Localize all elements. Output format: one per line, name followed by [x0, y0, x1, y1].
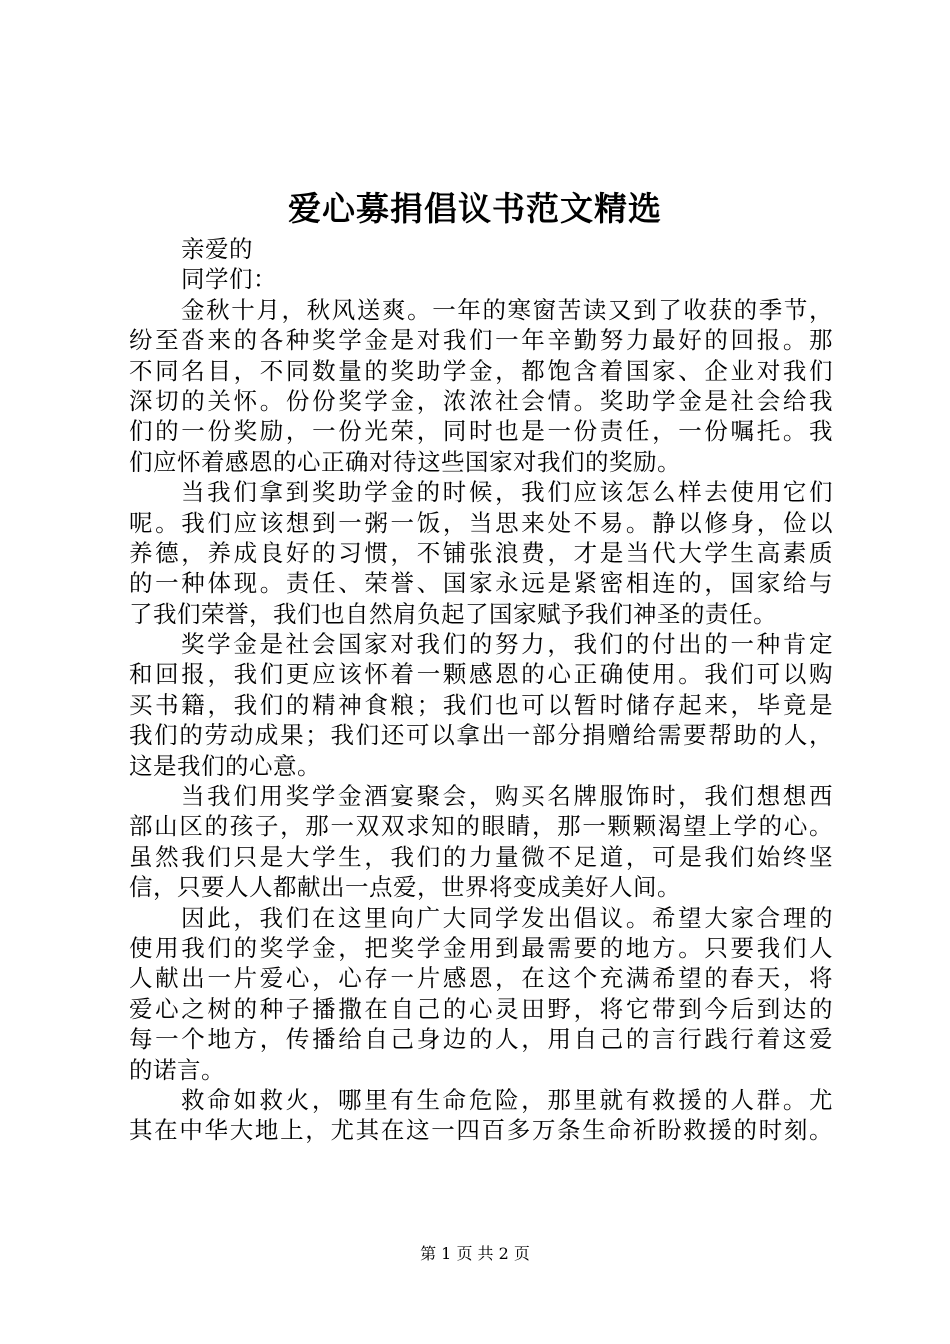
text-line: 养德，养成良好的习惯，不铺张浪费，才是当代大学生高素质: [129, 538, 833, 567]
text-line: 其在中华大地上，尤其在这一四百多万条生命祈盼救援的时刻。: [129, 1116, 833, 1145]
text-line: 的诺言。: [129, 1055, 225, 1084]
text-line: 爱心之树的种子播撒在自己的心灵田野，将它带到今后到达的: [129, 994, 833, 1023]
text-line: 的一种体现。责任、荣誉、国家永远是紧密相连的，国家给与: [129, 569, 833, 598]
text-line: 亲爱的: [181, 235, 253, 263]
text-line: 和回报，我们更应该怀着一颗感恩的心正确使用。我们可以购: [129, 660, 833, 689]
text-line: 部山区的孩子，那一双双求知的眼睛，那一颗颗渴望上学的心。: [129, 812, 833, 841]
text-line: 救命如救火，哪里有生命危险，那里就有救援的人群。尤: [181, 1085, 833, 1114]
text-line: 同学们：: [181, 265, 277, 294]
text-line: 了我们荣誉，我们也自然肩负起了国家赋予我们神圣的责任。: [129, 599, 777, 628]
page-footer: 第 1 页 共 2 页: [420, 1244, 530, 1263]
text-line: 们应怀着感恩的心正确对待这些国家对我们的奖励。: [129, 447, 681, 476]
text-line: 金秋十月，秋风送爽。一年的寒窗苦读又到了收获的季节，: [181, 295, 833, 324]
text-line: 当我们用奖学金酒宴聚会，购买名牌服饰时，我们想想西: [181, 782, 833, 811]
text-line: 们的一份奖励，一份光荣，同时也是一份责任，一份嘱托。我: [129, 417, 833, 446]
document-body: [129, 234, 833, 1146]
text-line: 使用我们的奖学金，把奖学金用到最需要的地方。只要我们人: [129, 933, 833, 962]
text-line: 纷至沓来的各种奖学金是对我们一年辛勤努力最好的回报。那: [129, 326, 833, 355]
text-line: 我们的劳动成果；我们还可以拿出一部分捐赠给需要帮助的人，: [129, 721, 833, 750]
text-line: 每一个地方，传播给自己身边的人，用自己的言行践行着这爱: [129, 1025, 833, 1054]
text-line: 这是我们的心意。: [129, 751, 321, 780]
text-line: 深切的关怀。份份奖学金，浓浓社会情。奖助学金是社会给我: [129, 386, 833, 415]
text-line: 当我们拿到奖助学金的时候，我们应该怎么样去使用它们: [181, 478, 833, 507]
text-line: 买书籍，我们的精神食粮；我们也可以暂时储存起来，毕竟是: [129, 690, 833, 719]
text-line: 呢。我们应该想到一粥一饭，当思来处不易。静以修身，俭以: [129, 508, 833, 537]
text-line: 人献出一片爱心，心存一片感恩，在这个充满希望的春天，将: [129, 964, 833, 993]
text-line: 因此，我们在这里向广大同学发出倡议。希望大家合理的: [181, 903, 833, 932]
document-title: 爱心募捐倡议书范文精选: [288, 189, 662, 228]
text-line: 奖学金是社会国家对我们的努力，我们的付出的一种肯定: [181, 630, 833, 659]
text-line: 虽然我们只是大学生，我们的力量微不足道，可是我们始终坚: [129, 842, 833, 871]
text-line: 不同名目，不同数量的奖助学金，都饱含着国家、企业对我们: [129, 356, 833, 385]
text-line: 信，只要人人都献出一点爱，世界将变成美好人间。: [129, 873, 681, 902]
